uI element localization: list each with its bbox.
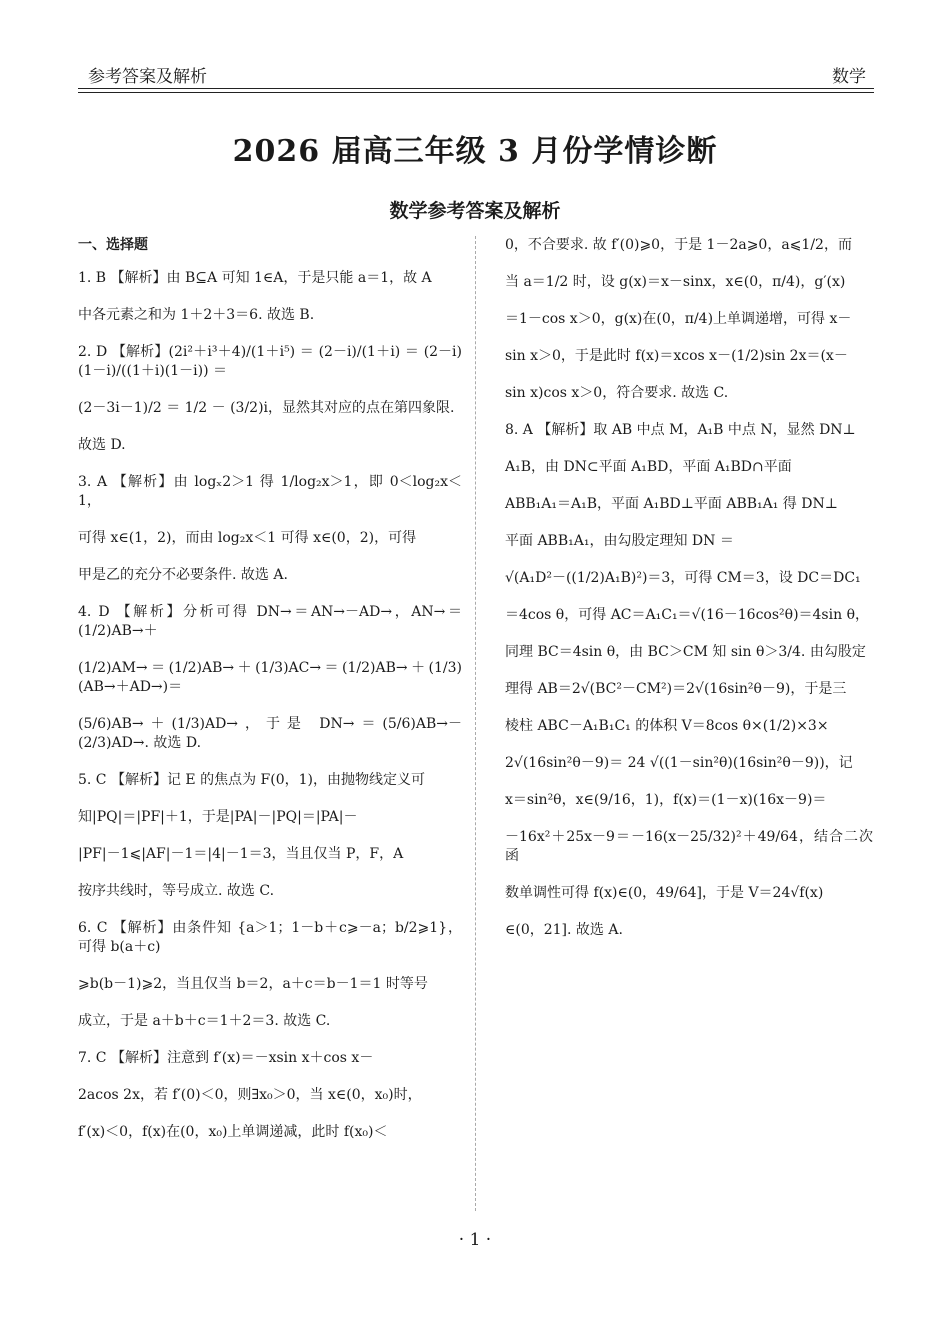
- answer-line: 按序共线时，等号成立. 故选 C.: [78, 883, 275, 899]
- answer-item: [78, 269, 462, 325]
- answer-item: [78, 1049, 462, 1142]
- answer-item: [78, 771, 462, 901]
- answer-line: (1/2)AM→＝(1/2)AB→＋(1/3)AC→＝(1/2)AB→＋(1/3)(AB→＋AD→)＝: [78, 660, 462, 695]
- answer-line: ＝4cos θ，可得 AC＝A₁C₁＝√(16－16cos²θ)＝4sin θ，: [505, 607, 869, 623]
- answer-item: [505, 421, 873, 940]
- answer-item: [78, 473, 462, 585]
- page-header: [78, 60, 874, 90]
- answer-line: 知|PQ|＝|PF|＋1，于是|PA|－|PQ|＝|PA|－: [78, 809, 358, 825]
- answer-line: －16x²＋25x－9＝－16(x－25/32)²＋49/64，结合二次函: [505, 829, 873, 864]
- answer-line: 中各元素之和为 1＋2＋3＝6. 故选 B.: [78, 307, 315, 323]
- right-column: [505, 236, 873, 958]
- answer-line: 当 a＝1/2 时，设 g(x)＝x－sinx，x∈(0，π/4)，g′(x): [505, 274, 846, 290]
- answer-line: 2. D 【解析】(2i²＋i³＋4)/(1＋i⁵) ＝ (2－i)/(1＋i) ＝ (2－i)(1－i)/((1＋i)(1－i)) ＝: [78, 344, 462, 379]
- answer-line: 8. A 【解析】取 AB 中点 M，A₁B 中点 N，显然 DN⊥: [505, 422, 856, 438]
- answer-line: 1. B 【解析】由 B⊆A 可知 1∈A，于是只能 a＝1，故 A: [78, 270, 432, 286]
- answer-line: f′(x)＜0，f(x)在(0，x₀)上单调递减，此时 f(x₀)＜: [78, 1124, 388, 1140]
- answer-line: 甲是乙的充分不必要条件. 故选 A.: [78, 567, 288, 583]
- answer-line: |PF|－1⩽|AF|－1＝|4|－1＝3，当且仅当 P，F，A: [78, 846, 404, 862]
- answer-item: [505, 236, 873, 403]
- header-left-text: 参考答案及解析: [88, 67, 207, 87]
- answer-line: 同理 BC＝4sin θ，由 BC＞CM 知 sin θ＞3/4. 由勾股定: [505, 644, 866, 660]
- answer-line: 0，不合要求. 故 f′(0)⩾0，于是 1－2a⩾0，a⩽1/2，而: [505, 237, 852, 253]
- header-rule: [78, 88, 874, 89]
- answer-line: √(A₁D²－((1/2)A₁B)²)＝3，可得 CM＝3，设 DC＝DC₁: [505, 570, 861, 586]
- answer-line: 7. C 【解析】注意到 f′(x)＝－xsin x＋cos x－: [78, 1050, 374, 1066]
- page-number: · 1 ·: [458, 1230, 492, 1250]
- answer-line: 平面 ABB₁A₁，由勾股定理知 DN ＝: [505, 533, 734, 549]
- answer-line: 理得 AB＝2√(BC²－CM²)＝2√(16sin²θ－9)，于是三: [505, 681, 847, 697]
- answer-line: sin x)cos x＞0，符合要求. 故选 C.: [505, 385, 729, 401]
- answer-line: sin x＞0，于是此时 f(x)＝xcos x－(1/2)sin 2x＝(x－: [505, 348, 848, 364]
- answer-line: ∈(0，21]. 故选 A.: [505, 922, 623, 938]
- answer-item: [78, 603, 462, 753]
- answer-line: 成立，于是 a＋b＋c＝1＋2＝3. 故选 C.: [78, 1013, 331, 1029]
- answer-line: 2acos 2x，若 f′(0)＜0，则∃x₀＞0，当 x∈(0，x₀)时，: [78, 1087, 422, 1103]
- answer-line: 棱柱 ABC－A₁B₁C₁ 的体积 V＝8cos θ×(1/2)×3×: [505, 718, 829, 734]
- answer-line: 故选 D.: [78, 437, 126, 453]
- answer-line: 数单调性可得 f(x)∈(0，49/64]，于是 V＝24√f(x): [505, 885, 824, 901]
- answer-line: (2－3i－1)/2 ＝ 1/2 － (3/2)i，显然其对应的点在第四象限.: [78, 400, 455, 416]
- header-rule-thin: [78, 92, 874, 93]
- answer-line: x＝sin²θ，x∈(9/16，1)，f(x)＝(1－x)(16x－9)＝: [505, 792, 827, 808]
- header-subject: 数学: [832, 67, 866, 87]
- answer-line: ⩾b(b－1)⩾2，当且仅当 b＝2，a＋c＝b－1＝1 时等号: [78, 976, 428, 992]
- left-column: [78, 236, 462, 1160]
- answer-line: 6. C 【解析】由条件知 {a＞1；1－b＋c⩾－a；b/2⩾1}，可得 b(a＋c): [78, 920, 462, 955]
- answer-line: A₁B，由 DN⊂平面 A₁BD，平面 A₁BD∩平面: [505, 459, 792, 475]
- section-heading: 一、选择题: [78, 237, 148, 253]
- answer-line: (5/6)AB→＋(1/3)AD→，于是 DN→＝(5/6)AB→－(2/3)AD→. 故选 D.: [78, 716, 462, 751]
- answer-line: ABB₁A₁＝A₁B，平面 A₁BD⊥平面 ABB₁A₁ 得 DN⊥: [505, 496, 838, 512]
- document-subtitle: 数学参考答案及解析: [389, 200, 561, 222]
- column-divider: [475, 236, 476, 1211]
- answer-line: 4. D 【解析】分析可得 DN→＝AN→－AD→，AN→＝(1/2)AB→＋: [78, 604, 462, 639]
- answer-line: 2√(16sin²θ－9)＝ 24 √((1－sin²θ)(16sin²θ－9))，记: [505, 755, 853, 771]
- answer-line: 5. C 【解析】记 E 的焦点为 F(0，1)，由抛物线定义可: [78, 772, 425, 788]
- answer-item: [78, 919, 462, 1031]
- answer-line: 3. A 【解析】由 logₓ2＞1 得 1/log₂x＞1，即 0＜log₂x＜1，: [78, 474, 462, 509]
- answer-line: ＝1－cos x＞0，g(x)在(0，π/4)上单调递增，可得 x－: [505, 311, 852, 327]
- answer-item: [78, 343, 462, 455]
- answer-line: 可得 x∈(1，2)，而由 log₂x＜1 可得 x∈(0，2)，可得: [78, 530, 417, 546]
- document-title: 2026 届高三年级 3 月份学情诊断: [232, 134, 718, 169]
